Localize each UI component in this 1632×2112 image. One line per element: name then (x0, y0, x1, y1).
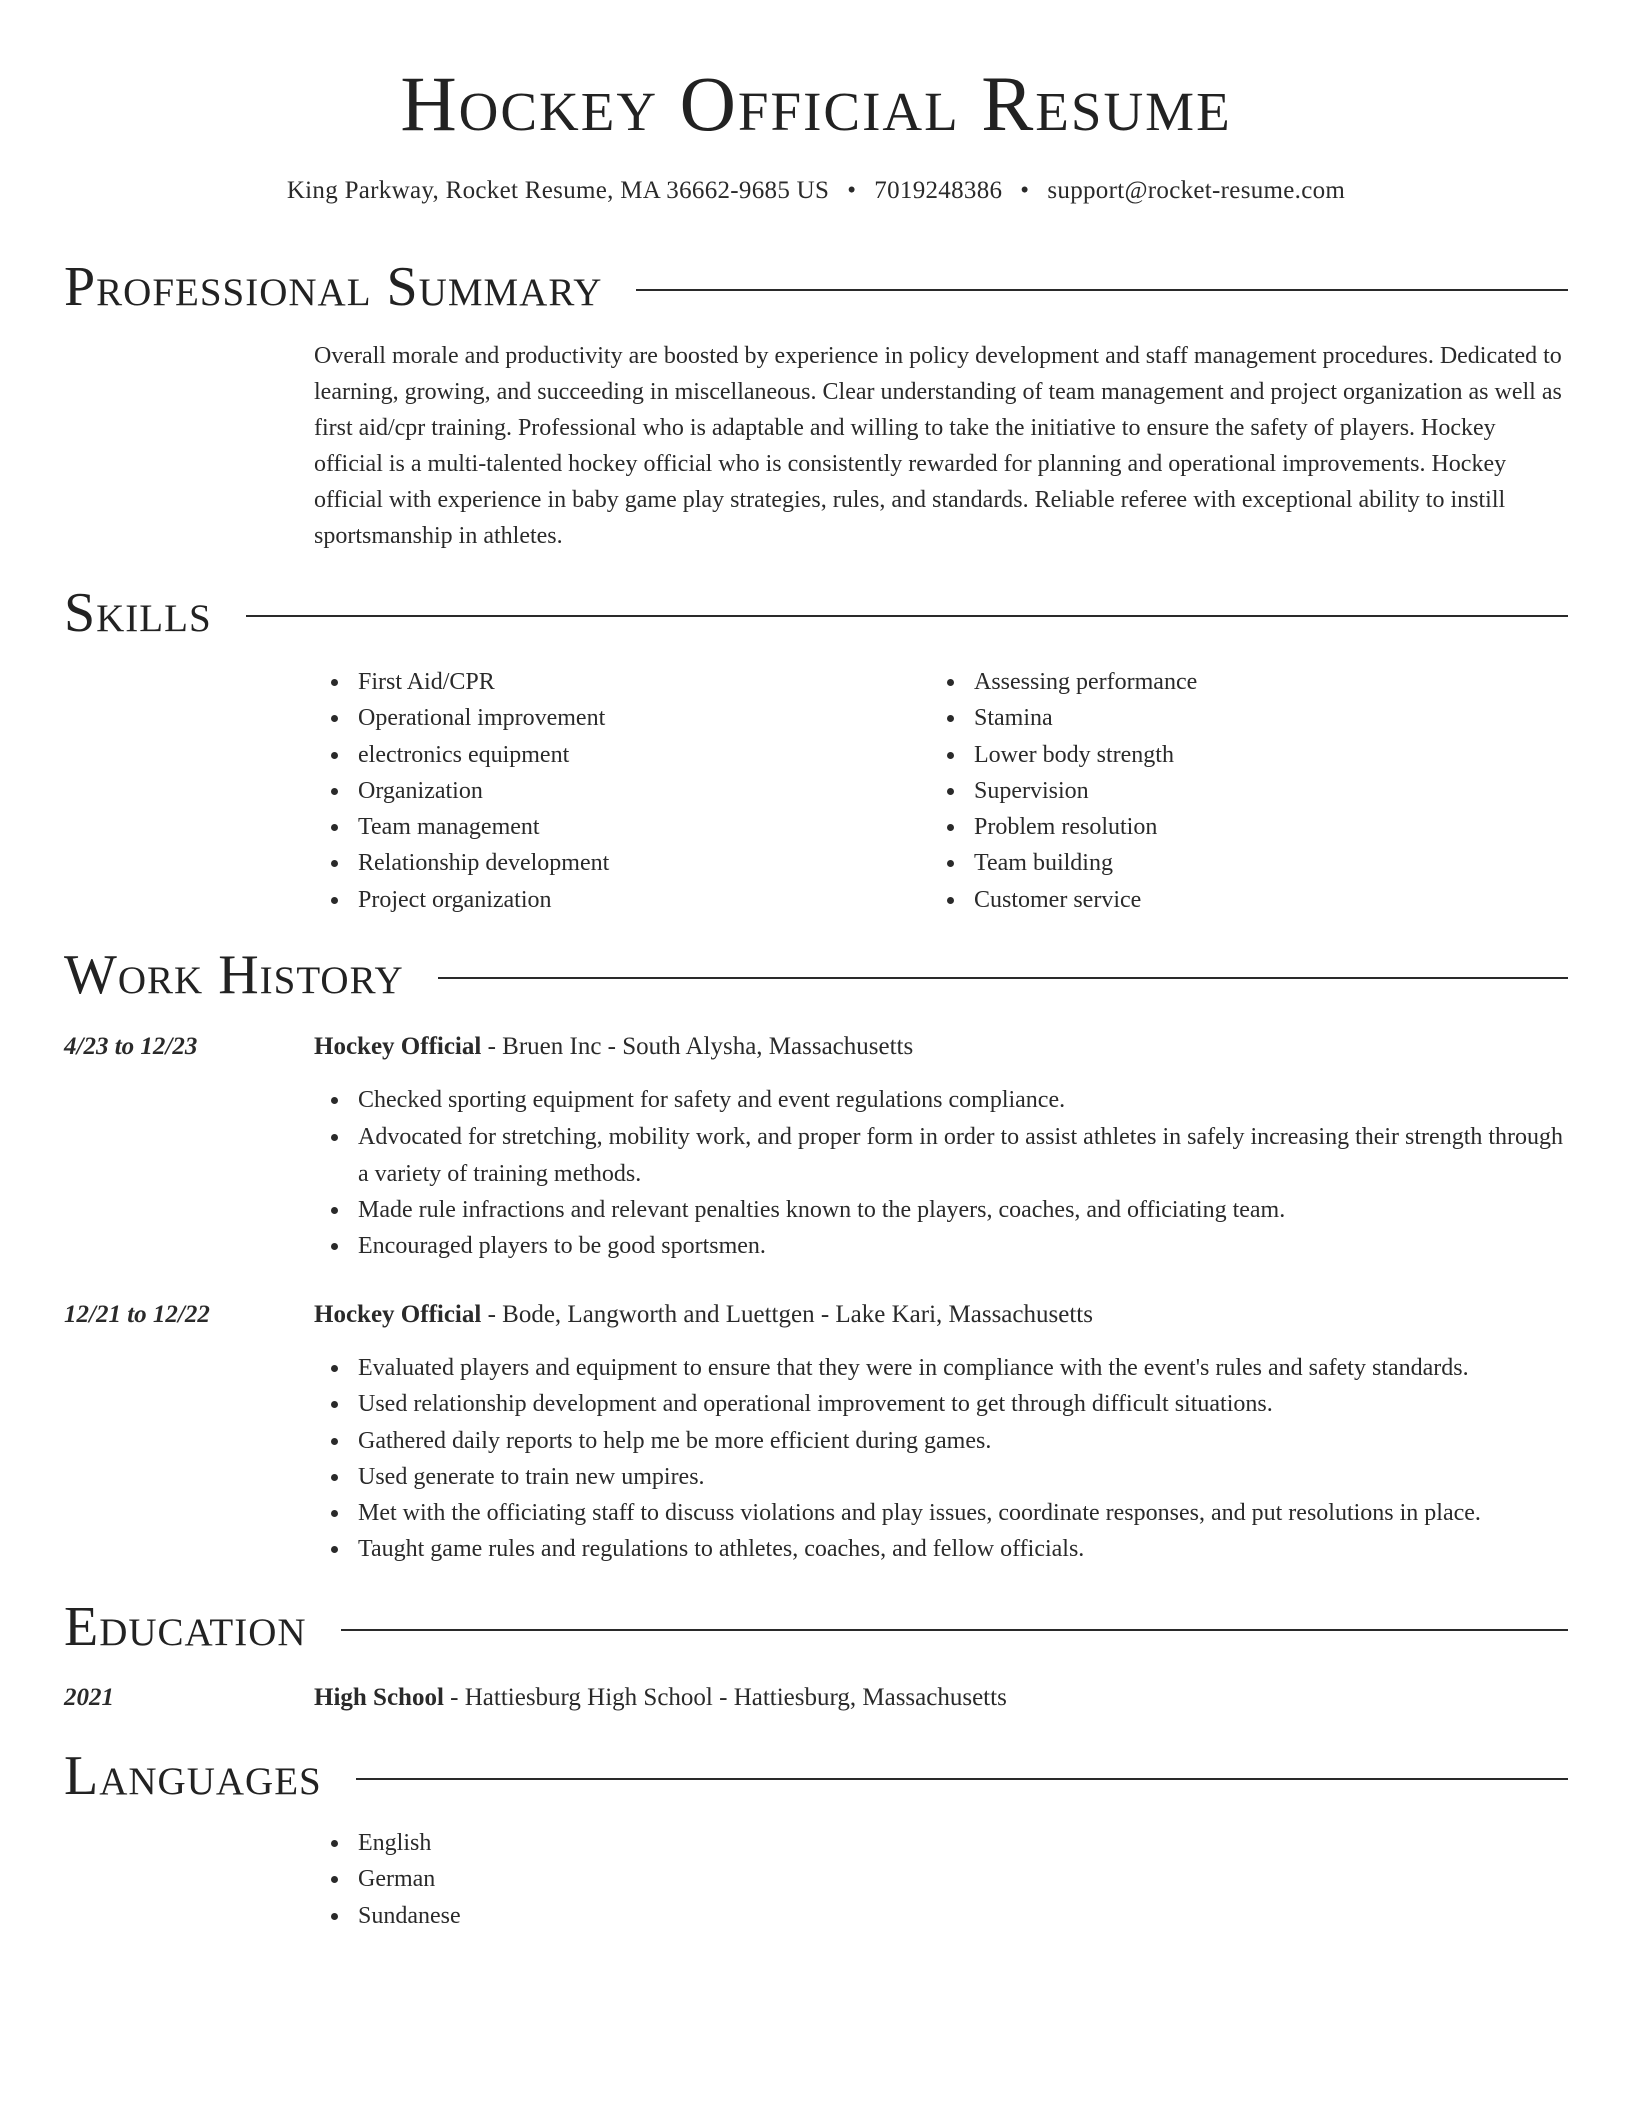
job-dates: 4/23 to 12/23 (64, 1033, 198, 1060)
skill-item: Supervision (930, 773, 1550, 809)
job-duty: Used relationship development and operational improvement to get through difficult situations. (314, 1386, 1574, 1422)
contact-line (0, 174, 1632, 208)
skill-item: electronics equipment (314, 737, 894, 773)
skill-item: Customer service (930, 882, 1550, 918)
skill-item: First Aid/CPR (314, 664, 894, 700)
section-title-languages: Languages (64, 1745, 322, 1807)
separator-bullet: • (1020, 177, 1030, 204)
education-school: - Hattiesburg High School - Hattiesburg, Massachusetts (443, 1684, 1007, 1711)
skill-item: Team management (314, 809, 894, 845)
job-duty: Used generate to train new umpires. (314, 1459, 1574, 1495)
section-divider (438, 977, 1568, 979)
language-item: Sundanese (314, 1898, 914, 1934)
work-section-header (64, 940, 1568, 1010)
languages-list (314, 1825, 914, 1934)
section-divider (636, 289, 1568, 291)
skill-item: Relationship development (314, 845, 894, 881)
languages-section-header (64, 1741, 1568, 1811)
job-dates: 12/21 to 12/22 (64, 1301, 210, 1328)
job-title: Hockey Official (314, 1301, 482, 1328)
job-duties-list (314, 1350, 1574, 1568)
job-heading (314, 1297, 1093, 1333)
education-section-header (64, 1592, 1568, 1662)
email-link[interactable]: support@rocket-resume.com (1047, 177, 1346, 204)
job-duty: Met with the officiating staff to discuss violations and play issues, coordinate responses, and put resolutions in place. (314, 1495, 1574, 1531)
skill-item: Lower body strength (930, 737, 1550, 773)
job-duties-list (314, 1082, 1574, 1264)
job-duty: Encouraged players to be good sportsmen. (314, 1228, 1574, 1264)
separator-bullet: • (847, 177, 857, 204)
summary-text: Overall morale and productivity are boosted by experience in policy development and staff management procedures. Dedicated to learning, growing, and succeeding in miscellaneous. Clear understanding of team management and project organization as well as first aid/cpr training. Professional who is adaptable and willing to take the initiative to ensure the safety of players. Hockey official is a multi-talented hockey official who is consistently rewarded for planning and operational improvements. Hockey official with experience in baby game play strategies, rules, and standards. Reliable referee with exceptional ability to instill sportsmanship in athletes. (314, 343, 1562, 549)
job-duty: Checked sporting equipment for safety and event regulations compliance. (314, 1082, 1574, 1118)
language-item: German (314, 1861, 914, 1897)
job-duty: Gathered daily reports to help me be more efficient during games. (314, 1423, 1574, 1459)
job-employer: - Bruen Inc - South Alysha, Massachusetts (481, 1033, 914, 1060)
skill-item: Operational improvement (314, 700, 894, 736)
phone: 7019248386 (874, 177, 1003, 204)
section-title-education: Education (64, 1596, 307, 1658)
job-heading (314, 1029, 913, 1065)
skill-item: Stamina (930, 700, 1550, 736)
skill-item: Organization (314, 773, 894, 809)
section-divider (341, 1629, 1568, 1631)
education-year: 2021 (64, 1684, 114, 1711)
skill-item: Project organization (314, 882, 894, 918)
job-duty: Advocated for stretching, mobility work, and proper form in order to assist athletes in safely increasing their strength through a variety of training methods. (314, 1119, 1574, 1192)
job-duty: Made rule infractions and relevant penalties known to the players, coaches, and officiating team. (314, 1192, 1574, 1228)
address: King Parkway, Rocket Resume, MA 36662-9685 US (286, 177, 830, 204)
section-divider (246, 615, 1568, 617)
job-employer: - Bode, Langworth and Luettgen - Lake Kari, Massachusetts (481, 1301, 1093, 1328)
skills-section-header (64, 578, 1568, 648)
skills-list-right (930, 664, 1550, 918)
skills-list-left (314, 664, 894, 918)
section-title-summary: Professional Summary (64, 256, 603, 318)
section-title-skills: Skills (64, 582, 212, 644)
job-duty: Taught game rules and regulations to athletes, coaches, and fellow officials. (314, 1531, 1574, 1567)
job-title: Hockey Official (314, 1033, 482, 1060)
skill-item: Problem resolution (930, 809, 1550, 845)
skill-item: Team building (930, 845, 1550, 881)
summary-section-header (64, 252, 1568, 322)
education-heading (314, 1680, 1007, 1716)
job-duty: Evaluated players and equipment to ensure that they were in compliance with the event's rules and safety standards. (314, 1350, 1574, 1386)
resume-title: Hockey Official Resume (400, 60, 1232, 147)
section-title-work: Work History (64, 944, 404, 1006)
skill-item: Assessing performance (930, 664, 1550, 700)
section-divider (356, 1778, 1568, 1780)
language-item: English (314, 1825, 914, 1861)
education-degree: High School (314, 1684, 444, 1711)
